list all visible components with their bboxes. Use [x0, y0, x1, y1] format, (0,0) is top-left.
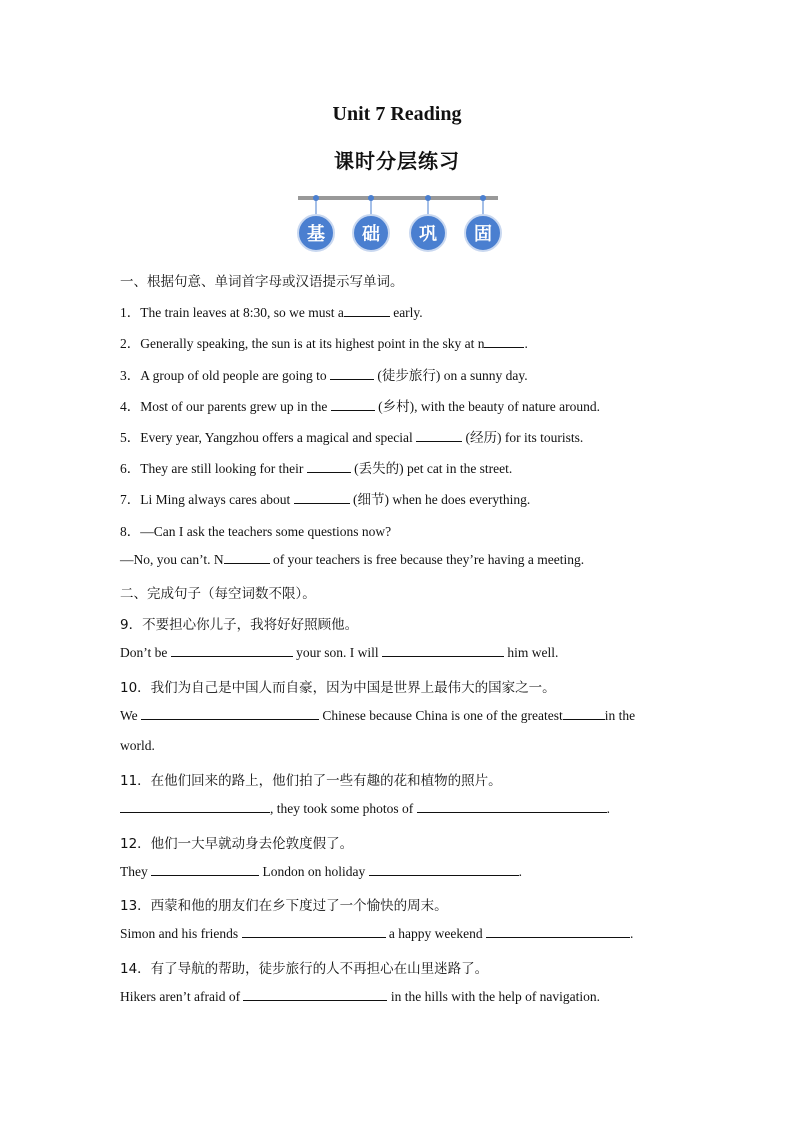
- banner-char-3: 巩: [419, 224, 437, 245]
- question-5: 5．Every year, Yangzhou offers a magical and special (经历) for its tourists.: [120, 430, 584, 445]
- answer-blank[interactable]: [369, 863, 519, 876]
- question-13-chinese: 13．西蒙和他的朋友们在乡下度过了一个愉快的周末。: [120, 898, 448, 914]
- answer-blank[interactable]: [120, 800, 270, 813]
- question-4: 4．Most of our parents grew up in the (乡村), with the beauty of nature around.: [120, 399, 601, 414]
- question-10: We Chinese because China is one of the greatest in the: [120, 708, 636, 723]
- answer-blank[interactable]: [417, 800, 607, 813]
- page-subtitle: 课时分层练习: [334, 149, 460, 173]
- banner-char-1: 基: [307, 224, 325, 245]
- question-8-reply: —No, you can’t. N of your teachers is free because they’re having a meeting.: [120, 552, 585, 567]
- question-3: 3．A group of old people are going to (徒步旅行) on a sunny day.: [120, 368, 528, 383]
- banner-circles: [298, 195, 501, 251]
- answer-blank[interactable]: [171, 644, 293, 657]
- answer-blank[interactable]: [344, 304, 390, 317]
- answer-blank[interactable]: [331, 398, 375, 411]
- answer-blank[interactable]: [330, 367, 374, 380]
- answer-blank[interactable]: [224, 551, 270, 564]
- question-8: 8．—Can I ask the teachers some questions now?: [120, 524, 392, 539]
- page-title: Unit 7 Reading: [332, 103, 462, 125]
- question-12-chinese: 12．他们一大早就动身去伦敦度假了。: [120, 836, 354, 852]
- question-12: They London on holiday .: [120, 864, 522, 879]
- banner-char-4: 固: [474, 224, 492, 245]
- banner-char-2: 础: [362, 224, 380, 245]
- answer-blank[interactable]: [416, 429, 462, 442]
- answer-blank[interactable]: [151, 863, 259, 876]
- answer-blank[interactable]: [307, 460, 351, 473]
- section-1-heading: 一、根据句意、单词首字母或汉语提示写单词。: [120, 274, 404, 290]
- question-10-chinese: 10．我们为自己是中国人而自豪，因为中国是世界上最伟大的国家之一。: [120, 680, 556, 696]
- question-10-cont: world.: [120, 738, 155, 753]
- question-14: Hikers aren’t afraid of in the hills with the help of navigation.: [120, 989, 601, 1004]
- question-7: 7．Li Ming always cares about (细节) when he does everything.: [120, 492, 531, 507]
- answer-blank[interactable]: [242, 925, 386, 938]
- section-banner: [296, 193, 502, 255]
- answer-blank[interactable]: [141, 707, 319, 720]
- question-11-chinese: 11．在他们回来的路上，他们拍了一些有趣的花和植物的照片。: [120, 773, 502, 789]
- question-2: 2．Generally speaking, the sun is at its highest point in the sky at n .: [120, 336, 528, 351]
- answer-blank[interactable]: [484, 335, 524, 348]
- question-9: Don’t be your son. I will him well.: [120, 645, 559, 660]
- answer-blank[interactable]: [382, 644, 504, 657]
- answer-blank[interactable]: [243, 988, 387, 1001]
- question-6: 6．They are still looking for their (丢失的) pet cat in the street.: [120, 461, 513, 476]
- question-1: 1．The train leaves at 8:30, so we must a early.: [120, 305, 423, 320]
- banner-bar: [298, 196, 498, 200]
- answer-blank[interactable]: [563, 707, 605, 720]
- question-9-chinese: 9．不要担心你儿子，我将好好照顾他。: [120, 617, 359, 633]
- section-2-heading: 二、完成句子（每空词数不限）。: [120, 586, 316, 602]
- question-13: Simon and his friends a happy weekend .: [120, 926, 634, 941]
- answer-blank[interactable]: [486, 925, 630, 938]
- answer-blank[interactable]: [294, 491, 350, 504]
- question-11: , they took some photos of .: [120, 800, 610, 817]
- question-14-chinese: 14．有了导航的帮助，徒步旅行的人不再担心在山里迷路了。: [120, 961, 489, 977]
